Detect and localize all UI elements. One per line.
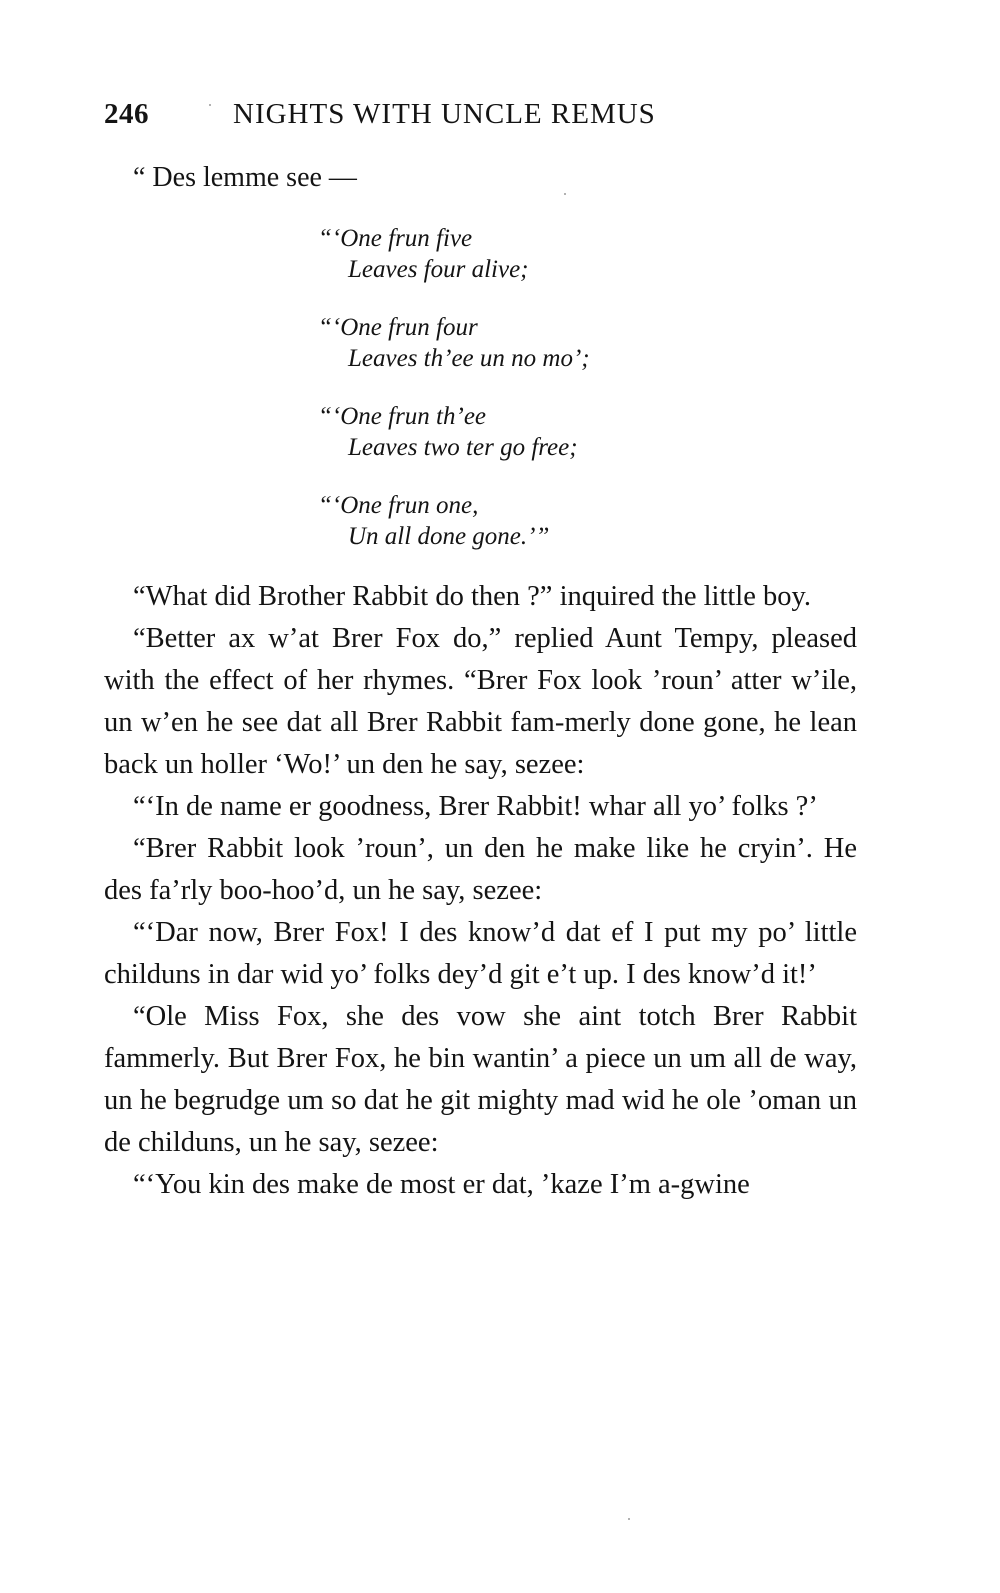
verse-stanza xyxy=(318,223,738,285)
intro-line: “ Des lemme see — xyxy=(133,162,357,193)
paragraph: “Ole Miss Fox, she des vow she aint totch Brer Rabbit fammerly. But Brer Fox, he bin wantin’ a piece un um all de way, un he begrudge um so dat he git mighty mad wid he ole ’oman un de childuns, un he say, sezee: xyxy=(104,1001,857,1158)
paragraph: “What did Brother Rabbit do then ?” inquired the little boy. xyxy=(133,581,812,612)
paragraph: “‘In de name er goodness, Brer Rabbit! whar all yo’ folks ?’ xyxy=(133,791,818,822)
body-text xyxy=(104,576,857,1206)
paragraph: “Better ax w’at Brer Fox do,” replied Aunt Tempy, pleased with the effect of her rhymes. “Brer Fox look ’roun’ atter w’ile, un w’en he see dat all Brer Rabbit fam-merly done gone, he lean back un holler ‘Wo!’ un den he say, sezee: xyxy=(104,623,857,780)
verse-stanza xyxy=(318,490,738,552)
verse-line: “‘One frun four xyxy=(318,314,478,341)
verse-line: Leaves four alive; xyxy=(348,256,529,283)
scan-speck xyxy=(209,104,211,106)
paragraph: “Brer Rabbit look ’roun’, un den he make like he cryin’. He des fa’rly boo-hoo’d, un he say, sezee: xyxy=(104,833,857,906)
running-head: NIGHTS WITH UNCLE REMUS xyxy=(233,98,656,130)
verse-line: Leaves th’ee un no mo’; xyxy=(348,345,590,372)
verse-line: Leaves two ter go free; xyxy=(348,434,578,461)
paragraph: “‘Dar now, Brer Fox! I des know’d dat ef I put my po’ little childuns in dar wid yo’ folks dey’d git e’t up. I des know’d it!’ xyxy=(104,917,857,990)
verse-line: “‘One frun five xyxy=(318,225,473,252)
paragraph: “‘You kin des make de most er dat, ’kaze I’m a-gwine xyxy=(133,1169,750,1200)
page-number: 246 xyxy=(104,98,149,130)
verse-line: “‘One frun one, xyxy=(318,492,479,519)
page-header xyxy=(104,98,864,138)
verse-stanza xyxy=(318,401,738,463)
scan-speck xyxy=(628,1518,630,1520)
verse-stanza xyxy=(318,312,738,374)
scan-speck xyxy=(564,193,566,195)
verse-line: Un all done gone.’” xyxy=(348,523,550,550)
verse-line: “‘One frun th’ee xyxy=(318,403,487,430)
